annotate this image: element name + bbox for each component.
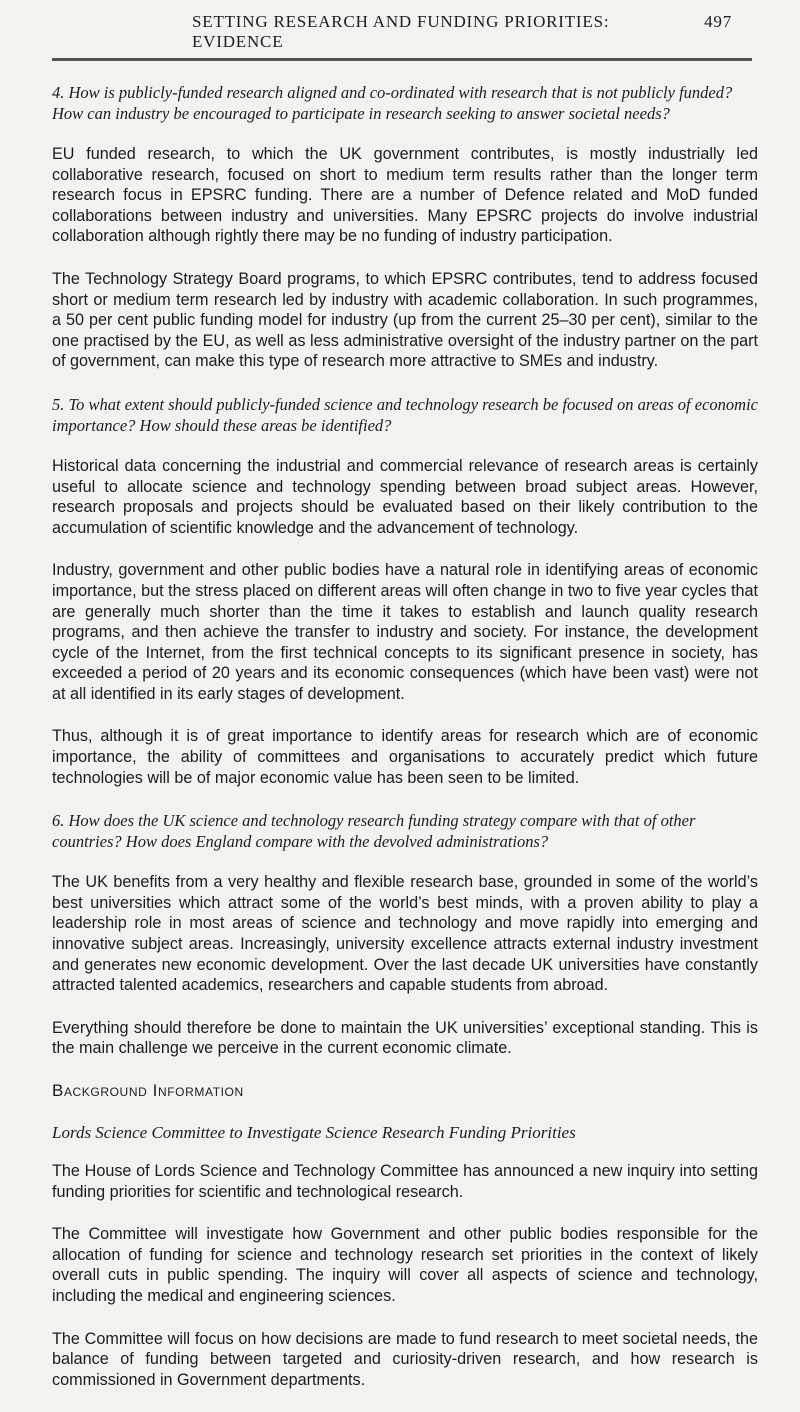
header-rule — [52, 58, 752, 61]
q6-paragraph-2: Everything should therefore be done to maintain the UK universities’ exceptional standing. This is the main challenge we perceive in the current economic climate. — [52, 1018, 758, 1058]
q5-paragraph-1: Historical data concerning the industrial and commercial relevance of research areas is certainly useful to allocate science and technology spending between broad subject areas. However, research proposals and projects should be evaluated based on their likely contribution to the accumulation of scientific knowledge and the advancement of technology. — [52, 456, 758, 537]
background-paragraph-1: The House of Lords Science and Technology Committee has announced a new inquiry into setting funding priorities for scientific and technological research. — [52, 1162, 758, 1201]
background-paragraph-3: The Committee will focus on how decisions are made to fund research to meet societal needs, the balance of funding between targeted and curiosity-driven research, and how research is commissioned in Government departments. — [52, 1329, 758, 1389]
question-5: 5. To what extent should publicly-funded science and technology research be focused on areas of economic importance? How should these areas be identified? — [52, 394, 758, 435]
running-title: SETTING RESEARCH AND FUNDING PRIORITIES: EVIDENCE — [192, 12, 610, 51]
page-number: 497 — [704, 12, 732, 31]
question-4: 4. How is publicly-funded research aligned and co-ordinated with research that is not publicly funded? How can industry be encouraged to participate in research seeking to answer societal needs? — [52, 83, 733, 123]
background-heading: Background Information — [52, 1081, 244, 1100]
question-6: 6. How does the UK science and technology research funding strategy compare with that of other countries? How does England compare with the devolved administrations? — [52, 811, 696, 852]
page-content — [52, 82, 758, 1412]
q6-paragraph-1: The UK benefits from a very healthy and flexible research base, grounded in some of the world’s best universities which attract some of the world’s best minds, with a proven ability to play a leadership role in most areas of science and technology and move rapidly into emerging and innovative subject areas. Increasingly, university excellence attracts external industry investment and generates new economic development. Over the last decade UK universities have constantly attracted talented academics, researchers and capable students from abroad. — [52, 873, 758, 995]
background-subheading: Lords Science Committee to Investigate Science Research Funding Priorities — [52, 1123, 576, 1142]
background-paragraph-2: The Committee will investigate how Government and other public bodies responsible for the allocation of funding for science and technology research set priorities in the context of likely overall cuts in public spending. The inquiry will cover all aspects of science and technology, including the medical and engineering sciences. — [52, 1225, 758, 1305]
q5-paragraph-3: Thus, although it is of great importance to identify areas for research which are of economic importance, the ability of committees and organisations to accurately predict which future technologies will be of major economic value has been seen to be limited. — [52, 727, 758, 787]
q4-paragraph-1: EU funded research, to which the UK government contributes, is mostly industrially led collaborative research, focused on short to medium term results rather than the longer term research focus in EPSRC funding. There are a number of Defence related and MoD funded collaborations between industry and universities. Many EPSRC projects do involve industrial collaboration although rightly there may be no funding of industry participation. — [52, 145, 758, 246]
running-header — [52, 0, 752, 52]
q5-paragraph-2: Industry, government and other public bodies have a natural role in identifying areas of economic importance, but the stress placed on different areas will often change in two to five year cycles that are generally much shorter than the time it takes to establish and launch quality research programs, and then achieve the transfer to industry and society. For instance, the development cycle of the Internet, from the first technical concepts to its significant presence in society, has exceeded a period of 20 years and its economic consequences (which have been vast) were not at all identified in its early stages of development. — [52, 561, 758, 703]
q4-paragraph-2: The Technology Strategy Board programs, to which EPSRC contributes, tend to address focused short or medium term research led by industry with academic collaboration. In such programmes, a 50 per cent public funding model for industry (up from the current 25–30 per cent), similar to the one practised by the EU, as well as less administrative oversight of the industry partner on the part of government, can make this type of research more attractive to SMEs and industry. — [52, 269, 758, 371]
